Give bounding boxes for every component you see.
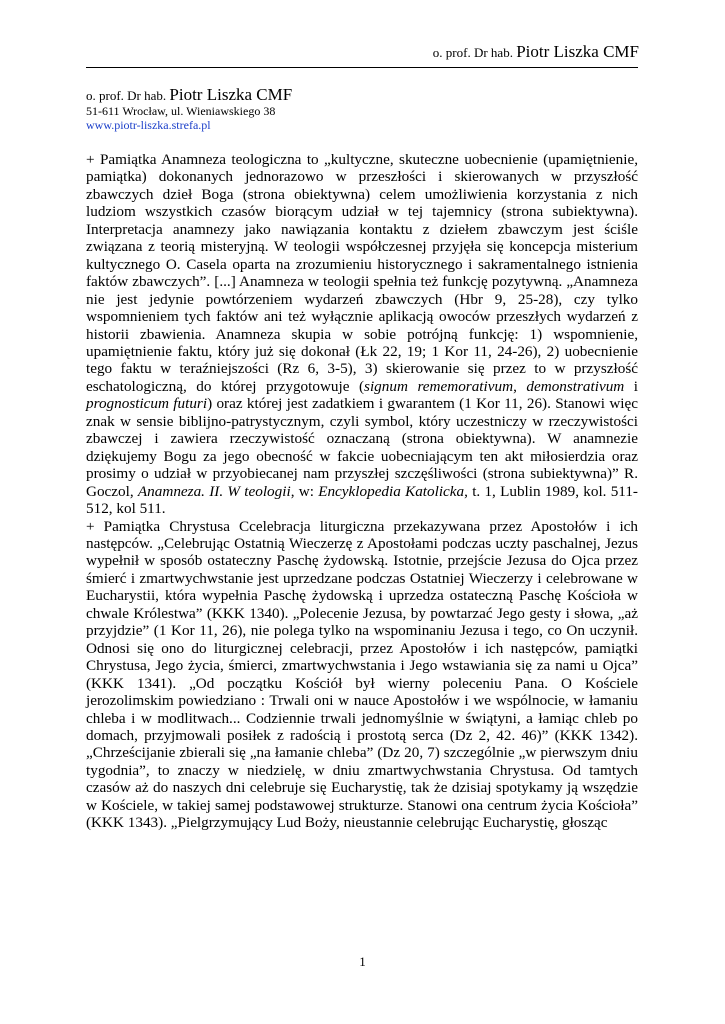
document-body xyxy=(86,151,638,832)
paragraph-text: ) oraz której jest zadatkiem i gwarantem (1 Kor 11, 26). Stanowi więc znak w sensie biblijno-patrystycznym, czyli symbol, który uczestniczy w rzeczywistości zbawczej i zawiera rzeczywistość oznaczaną (strona obiektywna). W anamnezie dziękujemy Bogu za jego obecność w fakcie uobecniającym ten akt miłosierdzia oraz prosimy o udział w przyobiecanej nam przyszłej szczęśliwości (strona subiektywna)” R. Goczol, xyxy=(86,395,638,500)
italic-term: signum rememorativum xyxy=(364,377,514,395)
paragraph-pamiatka-chrystusa: + Pamiątka Chrystusa Ccelebracja liturgiczna przekazywana przez Apostołów i ich następców. „Celebrując Ostatnią Wieczerzę z Apostołami podczas uczty paschalnej, Jezus wypełnił w sposób ostateczny Paschę żydowską. Istotnie, przejście Jezusa do Ojca przez śmierć i zmartwychwstanie jest uprzedzane podczas Ostatniej Wieczerzy i celebrowane w Eucharystii, która wypełnia Paschę żydowską i uprzedza ostateczną Paschę Kościoła w chwale Królestwa” (KKK 1340). „Polecenie Jezusa, by powtarzać Jego gesty i słowa, „aż przyjdzie” (1 Kor 11, 26), nie polega tylko na wspominaniu Jezusa i tego, co On uczynił. Odnosi się ono do liturgicznej celebracji, przez Apostołów i ich następców, pamiątki Chrystusa, Jego życia, śmierci, zmartwychwstania i Jego wstawiania się za nami u Ojca” (KKK 1341). „Od początku Kościół był wierny poleceniu Pana. O Kościele jerozolimskim powiedziano : Trwali oni w nauce Apostołów i we wspólnocie, w łamaniu chleba i w modlitwach... Codziennie trwali jednomyślnie w świątyni, a łamiąc chleb po domach, przyjmowali posiłek z radością i prostotą serca (Dz 2, 42. 46)” (KKK 1342). „Chrześcijanie zbierali się „na łamanie chleba” (Dz 20, 7) szczególnie „w pierwszym dniu tygodnia”, to znaczy w niedzielę, w dniu zmartwychwstania Chrystusa. Od tamtych czasów aż do naszych dni celebruje się Eucharystię, tak że dzisiaj spotykamy ją wszędzie w Kościele, w takiej samej podstawowej strukturze. Stanowi ona centrum życia Kościoła” (KKK 1343). „Pielgrzymujący Lud Boży, nieustannie celebrując Eucharystię, głosząc xyxy=(86,517,638,832)
author-name: Piotr Liszka CMF xyxy=(169,85,293,104)
header-title-prefix: o. prof. Dr hab. xyxy=(432,45,513,60)
header-rule xyxy=(86,67,638,68)
author-name-line xyxy=(86,86,646,105)
citation-title: Anamneza. II. W teologii xyxy=(137,482,291,500)
citation-source: Encyklopedia Katolicka xyxy=(318,482,465,500)
page-number: 1 xyxy=(359,954,366,969)
author-address-block xyxy=(86,86,646,132)
paragraph-text: , xyxy=(513,377,527,395)
header-author-name: Piotr Liszka CMF xyxy=(516,42,639,61)
paragraph-text: + Pamiątka Anamneza teologiczna to „kultyczne, skuteczne uobecnienie (upamiętnienie, pamiątka) dokonanych jednorazowo w przeszłości i skierowanych w przyszłość zbawczych dzieł Boga (strona obiektywna) celem umożliwienia korzystania z nich ludziom wszystkich czasów biorącym udział w tej tajemnicy (strona subiektywna). Interpretacja anamnezy jako nawiązania kontaktu z dziełem zbawczym jest ściśle związana z teorią misteryjną. W teologii współczesnej przyjęła się koncepcja misterium kultycznego O. Casela oparta na zrozumieniu historycznego i sakramentalnego istnienia faktów zbawczych”. [...] Anamneza w teologii spełnia też funkcję pozytywną. „Anamneza nie jest jedynie powtórzeniem wydarzeń zbawczych (Hbr 9, 25-28), czy tylko wspomnieniem tych faktów ani też wyłącznie aplikacją owoców przeszłych wydarzeń z historii zbawienia. Anamneza skupia w sobie potrójną funkcję: 1) wspomnienie, upamiętnienie faktu, który już się dokonał (Łk 22, 19; 1 Kor 11, 24-26), 2) uobecnienie tego faktu w teraźniejszości (Rz 6, 3-5), 3) skierowanie się przez to w przyszłość eschatologiczną, do której przygotowuje ( xyxy=(86,151,638,395)
author-title-prefix: o. prof. Dr hab. xyxy=(86,88,167,103)
paragraph-text: i xyxy=(624,377,639,395)
paragraph-text: , w: xyxy=(290,482,319,500)
paragraph-text: , t. 1, Lublin 1989, kol. 511-512, kol 511. xyxy=(86,482,638,518)
paragraph-anamneza xyxy=(86,151,638,518)
italic-term: demonstrativum xyxy=(526,377,625,395)
page-header xyxy=(433,42,639,62)
author-street: 51-611 Wrocław, ul. Wieniawskiego 38 xyxy=(86,104,276,118)
italic-term: prognosticum futuri xyxy=(86,395,208,413)
author-website-link[interactable]: www.piotr-liszka.strefa.pl xyxy=(86,117,211,132)
